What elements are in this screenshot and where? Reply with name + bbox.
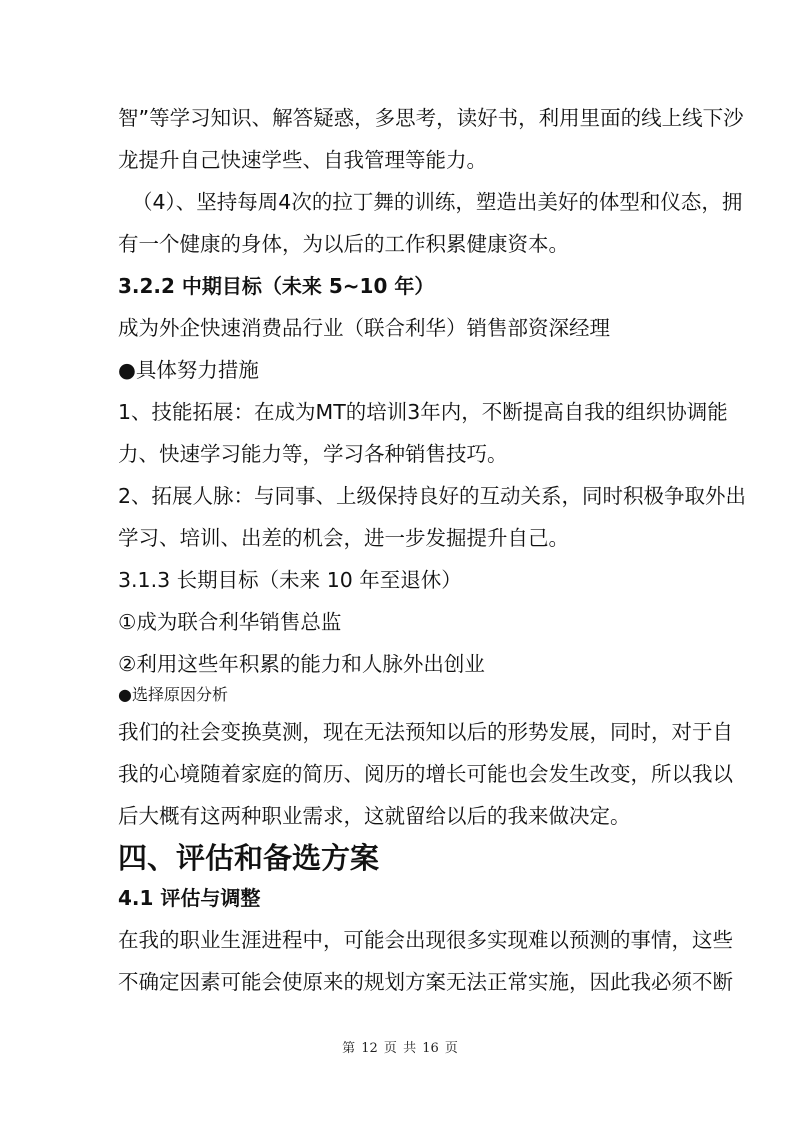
paragraph-line: 不确定因素可能会使原来的规划方案无法正常实施，因此我必须不断 — [118, 970, 733, 994]
paragraph-line: （4）、坚持每周4次的拉丁舞的训练，塑造出美好的体型和仪态，拥 — [132, 190, 743, 214]
bullet-heading: ●具体努力措施 — [118, 358, 259, 382]
list-item-line: ①成为联合利华销售总监 — [118, 610, 342, 634]
list-item-line: ②利用这些年积累的能力和人脉外出创业 — [118, 652, 485, 676]
page-number-footer: 第 12 页 共 16 页 — [342, 1041, 458, 1056]
paragraph-line: 后大概有这两种职业需求，这就留给以后的我来做决定。 — [118, 804, 631, 828]
paragraph-line: 智”等学习知识、解答疑惑，多思考，读好书，利用里面的线上线下沙 — [118, 106, 744, 130]
section-heading-mid-term-goal: 3.2.2 中期目标（未来 5~10 年） — [118, 274, 435, 298]
list-item-line: 学习、培训、出差的机会，进一步发掘提升自己。 — [118, 526, 569, 550]
list-item-line: 1、技能拓展：在成为MT的培训3年内，不断提高自我的组织协调能 — [118, 400, 728, 424]
list-item-line: 2、拓展人脉：与同事、上级保持良好的互动关系，同时积极争取外出 — [118, 484, 747, 508]
paragraph-line: 有一个健康的身体，为以后的工作积累健康资本。 — [118, 232, 569, 256]
section-heading-evaluation: 4.1 评估与调整 — [118, 886, 261, 910]
paragraph-line: 我们的社会变换莫测，现在无法预知以后的形势发展，同时，对于自 — [118, 720, 733, 744]
paragraph-line: 在我的职业生涯进程中，可能会出现很多实现难以预测的事情，这些 — [118, 928, 733, 952]
paragraph-line: 龙提升自己快速学些、自我管理等能力。 — [118, 148, 487, 172]
section-heading-long-term-goal: 3.1.3 长期目标（未来 10 年至退休） — [118, 568, 462, 592]
bullet-heading: ●选择原因分析 — [118, 685, 228, 704]
list-item-line: 力、快速学习能力等，学习各种销售技巧。 — [118, 442, 508, 466]
paragraph-line: 成为外企快速消费品行业（联合利华）销售部资深经理 — [118, 316, 610, 340]
paragraph-line: 我的心境随着家庭的简历、阅历的增长可能也会发生改变，所以我以 — [118, 762, 733, 786]
chapter-heading: 四、评估和备选方案 — [118, 841, 380, 875]
